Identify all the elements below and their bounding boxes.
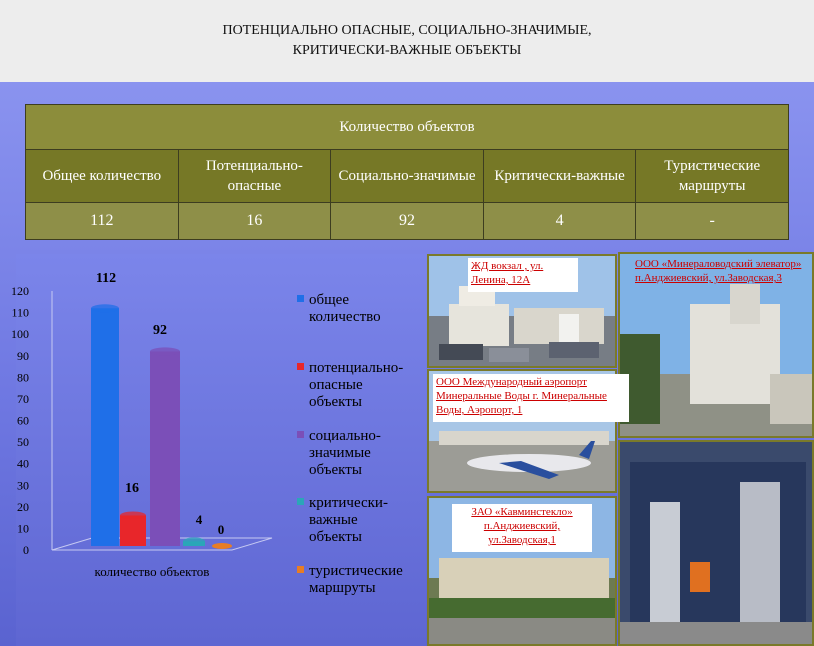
- table-cell: 92: [331, 203, 484, 240]
- equipment-image: [620, 442, 814, 646]
- slide-title-line1: ПОТЕНЦИАЛЬНО ОПАСНЫЕ, СОЦИАЛЬНО-ЗНАЧИМЫЕ,: [222, 23, 592, 38]
- y-tick-label: 90: [17, 348, 29, 363]
- y-tick-label: 10: [17, 521, 29, 536]
- bar-2: [150, 351, 180, 546]
- bar-top-1: [120, 511, 146, 519]
- table-header-cell: Критически-важные: [483, 150, 636, 203]
- table-cell: -: [636, 203, 789, 240]
- legend-swatch: [297, 566, 304, 573]
- table-header-cell: Социально-значимые: [331, 150, 484, 203]
- table-cell: 4: [483, 203, 636, 240]
- table-cell: 16: [178, 203, 331, 240]
- bar-chart: [0, 254, 430, 646]
- y-tick-label: 50: [17, 435, 29, 450]
- legend-swatch: [297, 498, 304, 505]
- glass-factory-caption: ЗАО «Кавминстекло» п.Анджиевский, ул.Заводская,1: [452, 504, 592, 552]
- legend-swatch: [297, 363, 304, 370]
- legend-swatch: [297, 431, 304, 438]
- slide-header: [0, 0, 814, 82]
- legend-label: критически-важные объекты: [309, 495, 388, 545]
- objects-table: [25, 104, 789, 240]
- y-tick-label: 0: [23, 543, 29, 557]
- table-header-cell: Туристические маршруты: [636, 150, 789, 203]
- bar-0: [91, 308, 119, 546]
- table-title: Количество объектов: [26, 105, 789, 150]
- slide-title-line2: КРИТИЧЕСКИ-ВАЖНЫЕ ОБЪЕКТЫ: [292, 43, 522, 58]
- table-cell: 112: [26, 203, 179, 240]
- y-tick-label: 60: [17, 413, 29, 428]
- y-tick-label: 80: [17, 370, 29, 385]
- y-tick-label: 120: [11, 284, 29, 298]
- legend-swatch: [297, 295, 304, 302]
- table-row: [26, 203, 789, 240]
- equipment-photo: [618, 440, 814, 646]
- bar-top-2: [150, 347, 180, 355]
- airport-caption: ООО Международный аэропорт Минеральные Воды г. Минеральные Воды, Аэропорт, 1: [433, 374, 629, 422]
- legend-label: потенциально-опасные объекты: [309, 360, 404, 410]
- y-tick-label: 110: [11, 305, 29, 320]
- table-header-cell: Общее количество: [26, 150, 179, 203]
- legend-label: социально-значимые объекты: [309, 428, 381, 478]
- table-title-row: [26, 105, 789, 150]
- y-tick-label: 70: [17, 391, 29, 406]
- y-tick-label: 30: [17, 478, 29, 493]
- data-label: 16: [125, 481, 139, 496]
- legend-label: общее количество: [309, 292, 381, 325]
- elevator-caption: ООО «Минераловодский элеватор» п.Анджиевский, ул.Заводская,3: [635, 258, 802, 284]
- y-tick-label: 20: [17, 499, 29, 514]
- y-tick-label: 40: [17, 456, 29, 471]
- data-label: 92: [153, 323, 167, 338]
- data-label: 0: [217, 522, 225, 537]
- bar-4: [212, 543, 232, 549]
- station-caption: ЖД вокзал , ул. Ленина, 12А: [468, 258, 578, 292]
- table-header-cell: Потенциально-опасные: [178, 150, 331, 203]
- y-tick-label: 100: [11, 327, 29, 342]
- bar-top-3: [183, 537, 205, 545]
- bar-1: [120, 515, 146, 546]
- table-header-row: [26, 150, 789, 203]
- legend-label: туристические маршруты: [309, 563, 403, 596]
- data-label: 112: [95, 271, 117, 286]
- data-label: 4: [195, 512, 203, 527]
- x-axis-label: количество объектов: [94, 564, 210, 579]
- bar-top-0: [91, 304, 119, 312]
